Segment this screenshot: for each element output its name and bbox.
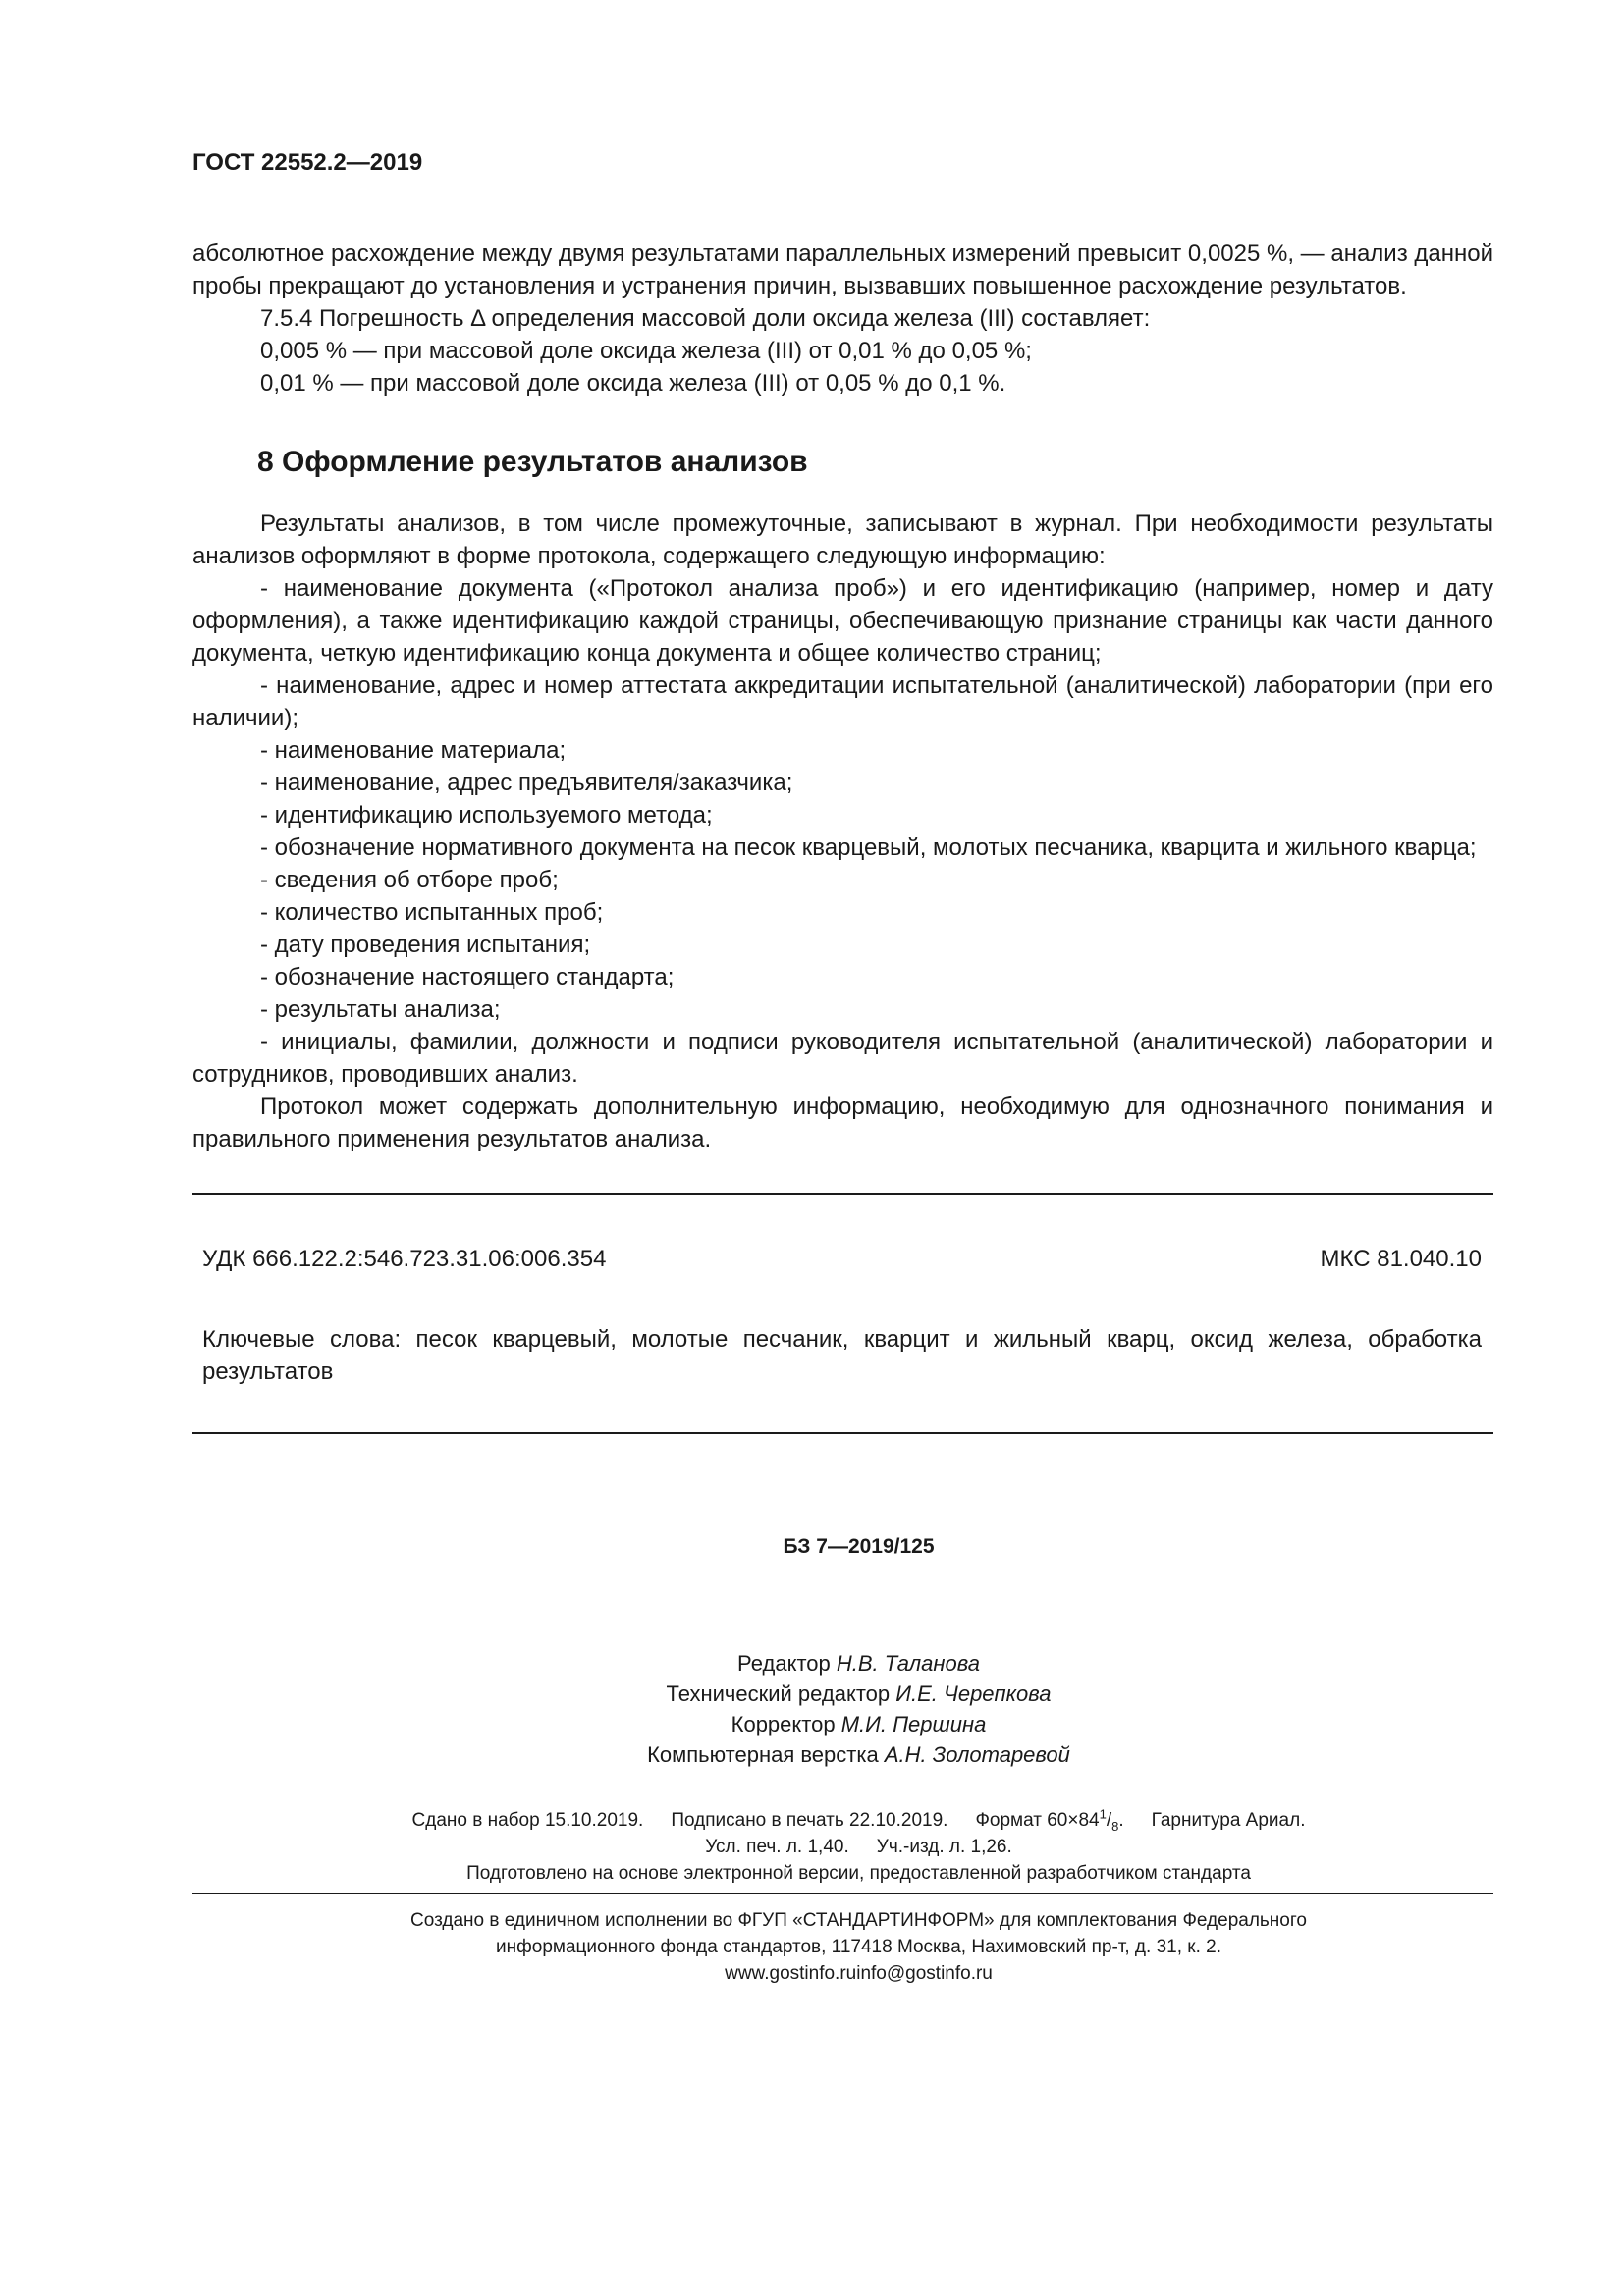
udk-code: УДК 666.122.2:546.723.31.06:006.354 (202, 1246, 607, 1272)
format-slash: / (1106, 1810, 1112, 1831)
divider (192, 1893, 1493, 1894)
corrector-name: М.И. Першина (840, 1712, 987, 1736)
section-8-heading: 8 Оформление результатов анализов (257, 446, 808, 478)
format-suffix: . (1118, 1810, 1124, 1831)
paragraph: 0,005 % — при массовой доле оксида железа (III) от 0,01 % до 0,05 %; (260, 338, 1032, 364)
running-header: ГОСТ 22552.2—2019 (192, 149, 423, 176)
section-8-closing: Протокол может содержать дополнительную информацию, необходимую для однозначного понимания и правильного применения результатов анализа. (192, 1094, 1493, 1152)
list-item: - наименование, адрес предъявителя/заказчика; (260, 770, 793, 796)
prepared-note: Подготовлено на основе электронной версии, предоставленной разработчиком стандарта (466, 1863, 1251, 1884)
section-8-intro: Результаты анализов, в том числе промежуточные, записывают в журнал. При необходимости результаты анализов оформляют в форме протокола, содержащего следующую информацию: (192, 510, 1493, 569)
editorial-staff (192, 1648, 1493, 1770)
list-item: - количество испытанных проб; (260, 899, 604, 926)
list-item: - наименование материала; (260, 737, 567, 764)
tech-editor-line (224, 1679, 1493, 1709)
list-item: - наименование, адрес и номер аттестата аккредитации испытательной (аналитической) лаборатории (при его наличии); (192, 672, 1493, 731)
document-page (192, 137, 1493, 1987)
publisher-footer (192, 1907, 1493, 1987)
section-8-body (192, 507, 1493, 1155)
format-sub: 8 (1111, 1818, 1119, 1834)
signed-date: Подписано в печать 22.10.2019. (671, 1810, 948, 1831)
list-item: - результаты анализа; (260, 996, 501, 1023)
layout-role: Компьютерная верстка (647, 1742, 879, 1767)
keywords: Ключевые слова: песок кварцевый, молотые песчаник, кварцит и жильный кварц, оксид железа, обработка результатов (202, 1326, 1482, 1385)
editor-line (224, 1648, 1493, 1679)
pub-sheets: Уч.-изд. л. 1,26. (876, 1837, 1012, 1857)
layout-name: А.Н. Золотаревой (884, 1742, 1070, 1767)
imprint (192, 1807, 1493, 1887)
format-prefix: Формат 60×84 (975, 1810, 1100, 1831)
list-item: - обозначение нормативного документа на песок кварцевый, молотых песчаника, кварцита и жильного кварца; (260, 834, 1477, 861)
list-item: - сведения об отборе проб; (260, 867, 559, 893)
paragraph: 0,01 % — при массовой доле оксида железа (III) от 0,05 % до 0,1 %. (260, 370, 1006, 397)
editor-role: Редактор (737, 1651, 831, 1676)
created-line-1: Создано в единичном исполнении во ФГУП «СТАНДАРТИНФОРМ» для комплектования Федерального (410, 1910, 1307, 1931)
list-item: - наименование документа («Протокол анализа проб») и его идентификацию (например, номер и дату оформления), а также идентификацию каждой страницы, обеспечивающую признание страницы как части данного документа, четкую идентификацию конца документа и общее количество страниц; (192, 575, 1493, 667)
tech-editor-role: Технический редактор (666, 1682, 891, 1706)
email-link[interactable]: info@gostinfo.ru (856, 1963, 993, 1984)
list-item: - идентификацию используемого метода; (260, 802, 713, 828)
list-item: - дату проведения испытания; (260, 932, 591, 958)
imprint-line-1 (224, 1807, 1493, 1834)
corrector-role: Корректор (731, 1712, 836, 1736)
divider (192, 1432, 1493, 1434)
imprint-line-2 (224, 1834, 1493, 1860)
clause-7-5-4: 7.5.4 Погрешность Δ определения массовой доли оксида железа (III) составляет: (260, 305, 1151, 332)
bz-number: БЗ 7—2019/125 (783, 1535, 935, 1558)
contacts (224, 1960, 1493, 1987)
typeset-date: Сдано в набор 15.10.2019. (411, 1810, 644, 1831)
format-sup: 1 (1099, 1806, 1107, 1822)
print-sheets: Усл. печ. л. 1,40. (705, 1837, 849, 1857)
classification-row (192, 1243, 1493, 1275)
mks-code: МКС 81.040.10 (1320, 1246, 1482, 1272)
divider (192, 1193, 1493, 1195)
website-link[interactable]: www.gostinfo.ru (725, 1963, 857, 1984)
editor-name: Н.В. Таланова (836, 1651, 980, 1676)
format (975, 1806, 1124, 1834)
created-line-2: информационного фонда стандартов, 117418 Москва, Нахимовский пр-т, д. 31, к. 2. (496, 1937, 1221, 1957)
list-item: - обозначение настоящего стандарта; (260, 964, 675, 990)
list-item: - инициалы, фамилии, должности и подписи руководителя испытательной (аналитической) лаборатории и сотрудников, проводивших анализ. (192, 1029, 1493, 1088)
corrector-line (224, 1709, 1493, 1739)
section-7-continuation (192, 238, 1493, 400)
layout-line (224, 1739, 1493, 1770)
tech-editor-name: И.Е. Черепкова (895, 1682, 1052, 1706)
typeface: Гарнитура Ариал. (1151, 1810, 1306, 1831)
paragraph: абсолютное расхождение между двумя результатами параллельных измерений превысит 0,0025 %, — анализ данной пробы прекращают до установления и устранения причин, вызвавших повышенное расхождение результатов. (192, 240, 1493, 299)
